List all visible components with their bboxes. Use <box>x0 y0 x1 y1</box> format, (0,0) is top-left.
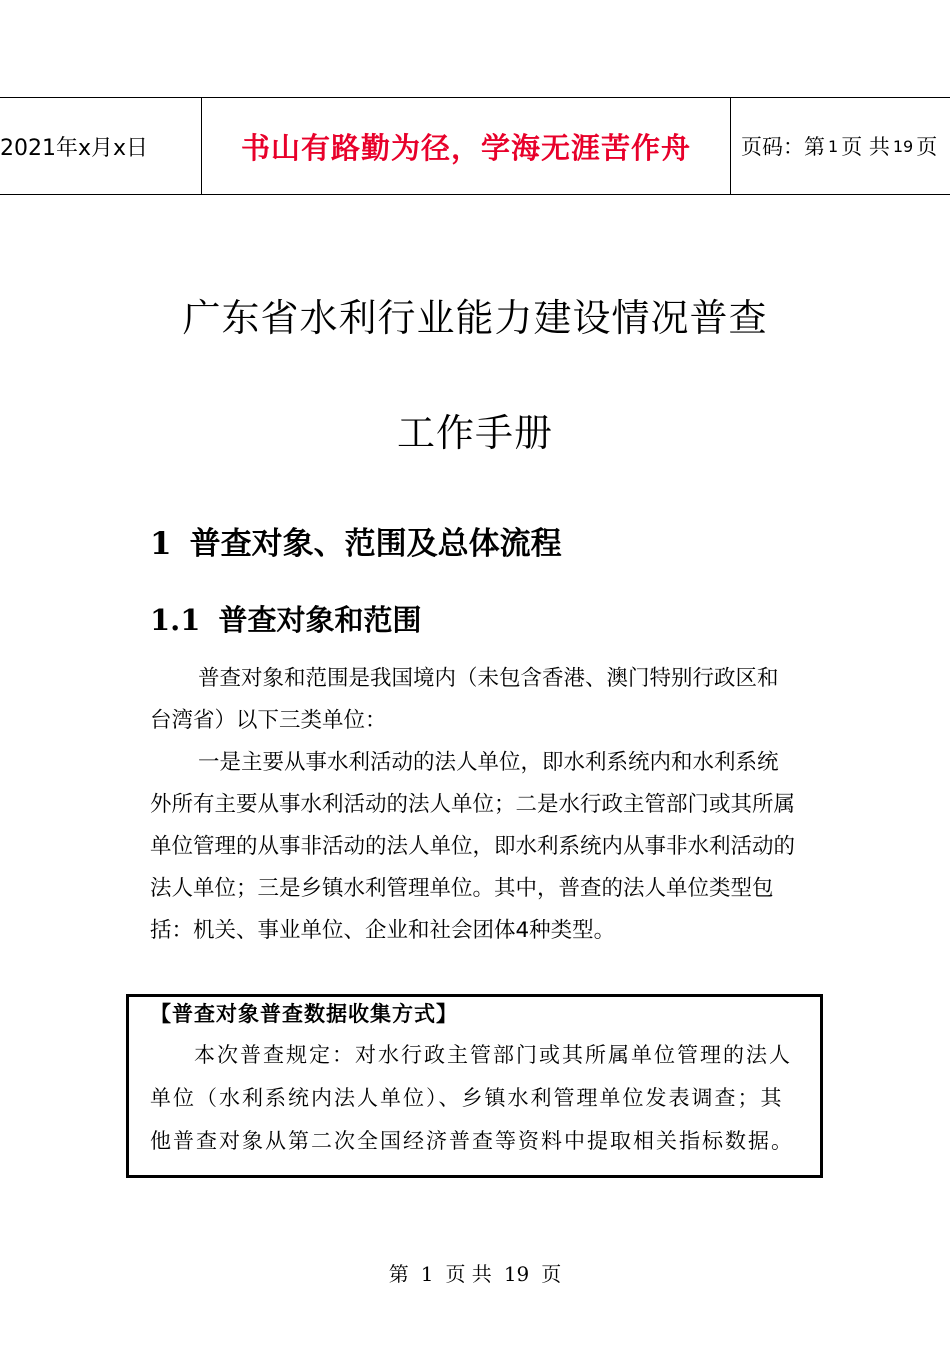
paragraph-scope: 普查对象和范围是我国境内（未包含香港、澳门特别行政区和台湾省）以下三类单位： <box>150 666 779 733</box>
footer-page-total: 19 <box>503 1262 530 1286</box>
section-1-1-title: 普查对象和范围 <box>218 603 422 637</box>
page-footer <box>0 1258 950 1287</box>
section-1-1-number: 1.1 <box>150 603 201 637</box>
doc-title-line1: 广东省水利行业能力建设情况普查 <box>182 296 768 340</box>
footer-page-number: 1 <box>420 1262 434 1286</box>
header-date: 2021年x月x日 <box>0 135 149 161</box>
header-page-info <box>741 98 950 194</box>
footer-mid: 页 共 <box>445 1262 492 1286</box>
header-page-prefix: 页码：第 <box>741 135 825 159</box>
section-1-1-heading <box>150 598 421 639</box>
paragraph-unit-types: 一是主要从事水利活动的法人单位，即水利系统内和水利系统外所有主要从事水利活动的法人单位；二是水行政主管部门或其所属单位管理的从事非活动的法人单位，即水利系统内从事非水利活动的法人单位；三是乡镇水利管理单位。其中，普查的法人单位类型包括：机关、事业单位、企业和社会团体4种类型。 <box>150 750 796 943</box>
section-1-title: 普查对象、范围及总体流程 <box>189 526 562 562</box>
header-motto <box>201 98 731 194</box>
section-1-heading <box>150 518 562 563</box>
page-header <box>0 97 950 195</box>
footer-prefix: 第 <box>388 1262 409 1286</box>
header-page-mid: 页 共 <box>841 135 890 159</box>
note-title: 【普查对象普查数据收集方式】 <box>150 1001 458 1026</box>
note-body: 本次普查规定：对水行政主管部门或其所属单位管理的法人单位（水利系统内法人单位）、乡镇水利管理单位发表调查；其他普查对象从第二次全国经济普查等资料中提取相关指标数据。 <box>150 1043 794 1153</box>
doc-title-line2: 工作手册 <box>396 411 553 455</box>
header-page-number: 1 <box>828 136 839 156</box>
motto-text: 书山有路勤为径，学海无涯苦作舟 <box>240 130 691 165</box>
header-page-total: 19 <box>892 136 914 156</box>
footer-suffix: 页 <box>541 1262 562 1286</box>
section-1-number: 1 <box>150 526 172 562</box>
header-page-suffix: 页 <box>916 135 938 159</box>
